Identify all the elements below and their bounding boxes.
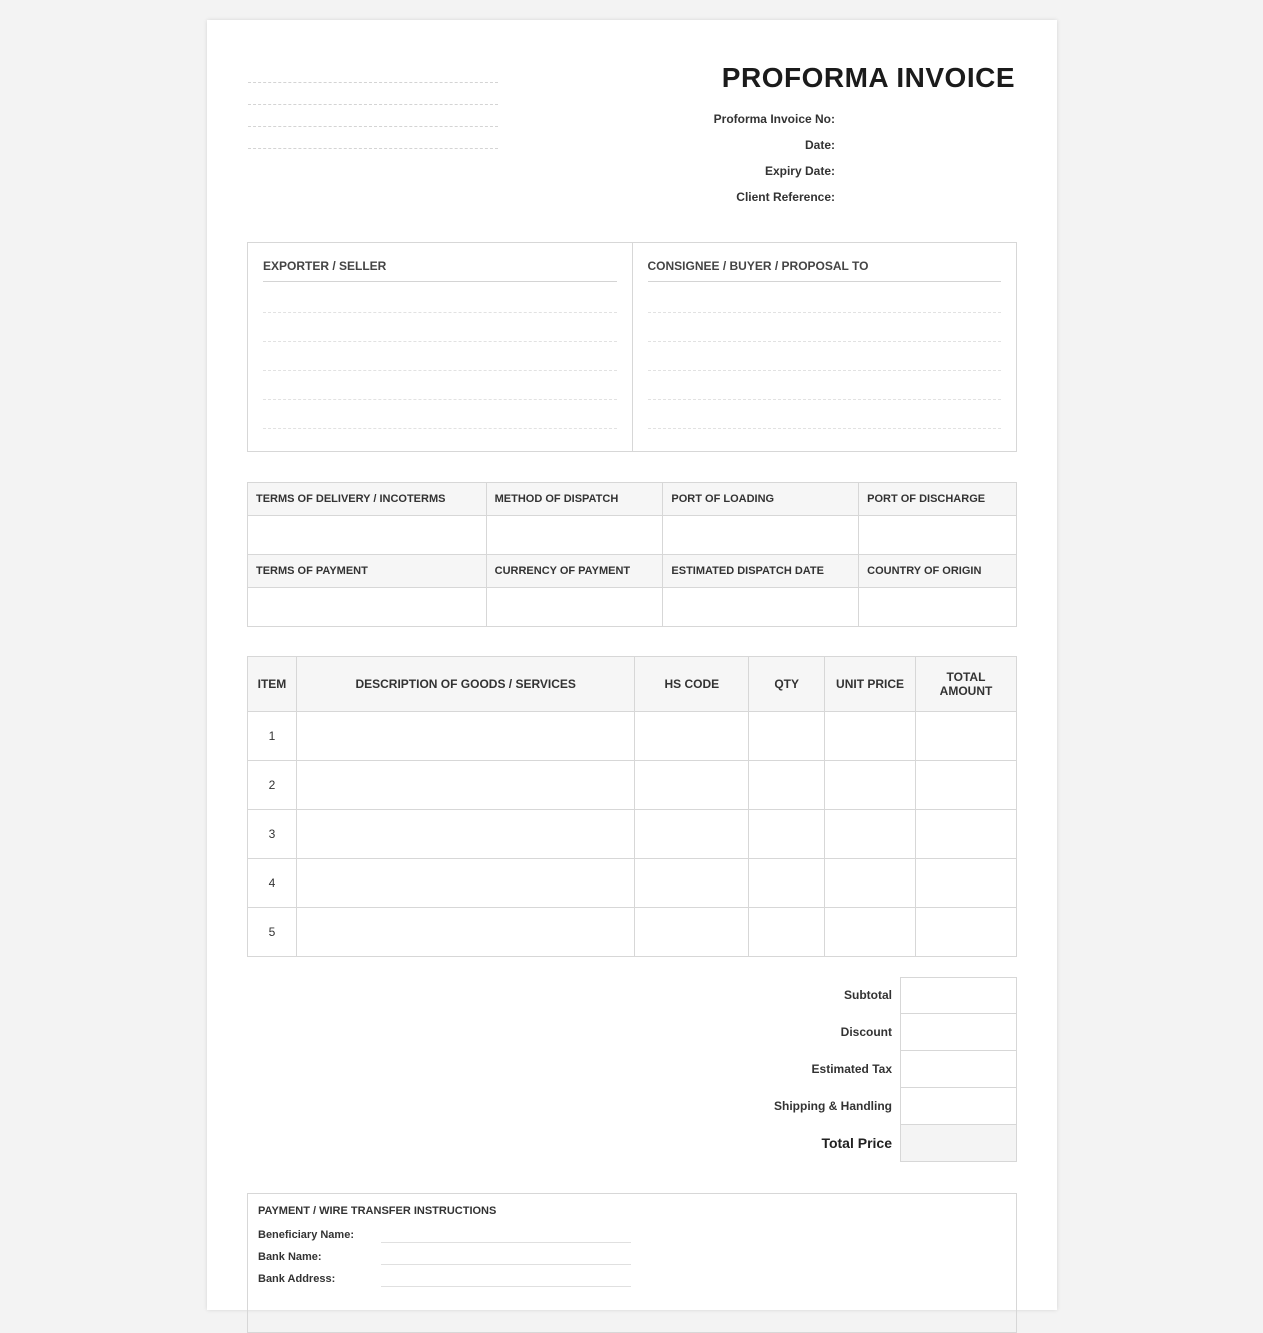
description-cell[interactable] [296, 810, 634, 859]
consignee-line[interactable] [648, 312, 1002, 313]
description-column-header: DESCRIPTION OF GOODS / SERVICES [296, 657, 634, 712]
exporter-box [248, 243, 632, 451]
port-of-loading-field[interactable] [663, 516, 859, 555]
consignee-line[interactable] [648, 341, 1002, 342]
company-line [248, 126, 498, 127]
item-number: 4 [248, 859, 297, 908]
totals-section [247, 977, 1017, 1162]
terms-of-payment-field[interactable] [248, 588, 487, 627]
beneficiary-name-label: Beneficiary Name: [258, 1229, 354, 1241]
currency-of-payment-label: CURRENCY OF PAYMENT [486, 555, 663, 588]
subtotal-field[interactable] [900, 977, 1017, 1014]
unit-price-cell[interactable] [825, 761, 916, 810]
tax-row [247, 1051, 1017, 1088]
expiry-date-label: Expiry Date: [764, 164, 835, 178]
subtotal-label: Subtotal [844, 988, 892, 1002]
port-of-loading-label: PORT OF LOADING [663, 483, 859, 516]
estimated-dispatch-date-label: ESTIMATED DISPATCH DATE [663, 555, 859, 588]
shipping-handling-field[interactable] [900, 1088, 1017, 1125]
unit-price-cell[interactable] [825, 712, 916, 761]
hs-code-cell[interactable] [635, 859, 749, 908]
table-row [248, 859, 1017, 908]
estimated-tax-label: Estimated Tax [811, 1062, 892, 1076]
shipping-row [247, 1088, 1017, 1125]
terms-of-delivery-field[interactable] [248, 516, 487, 555]
unit-price-cell[interactable] [825, 810, 916, 859]
qty-cell[interactable] [749, 712, 825, 761]
bank-address-label: Bank Address: [258, 1273, 336, 1285]
unit-price-cell[interactable] [825, 908, 916, 957]
total-amount-cell[interactable] [916, 810, 1017, 859]
shipping-terms-table [247, 482, 1017, 627]
table-row [248, 712, 1017, 761]
exporter-line[interactable] [263, 312, 617, 313]
exporter-line[interactable] [263, 341, 617, 342]
terms-of-payment-label: TERMS OF PAYMENT [248, 555, 487, 588]
consignee-box [632, 243, 1017, 451]
description-cell[interactable] [296, 859, 634, 908]
port-of-discharge-label: PORT OF DISCHARGE [859, 483, 1017, 516]
total-amount-cell[interactable] [916, 908, 1017, 957]
bank-address-field[interactable] [381, 1286, 631, 1287]
unit-price-cell[interactable] [825, 859, 916, 908]
qty-cell[interactable] [749, 761, 825, 810]
bank-name-label: Bank Name: [258, 1251, 322, 1263]
total-amount-column-header: TOTAL AMOUNT [916, 657, 1017, 712]
item-number: 1 [248, 712, 297, 761]
consignee-line[interactable] [648, 428, 1002, 429]
exporter-line[interactable] [263, 370, 617, 371]
discount-label: Discount [840, 1025, 892, 1039]
consignee-line[interactable] [648, 399, 1002, 400]
hs-code-column-header: HS CODE [635, 657, 749, 712]
discount-row [247, 1014, 1017, 1051]
bank-name-field[interactable] [381, 1264, 631, 1265]
method-of-dispatch-field[interactable] [486, 516, 663, 555]
hs-code-cell[interactable] [635, 761, 749, 810]
invoice-page [207, 20, 1057, 1310]
total-amount-cell[interactable] [916, 712, 1017, 761]
table-row [248, 810, 1017, 859]
total-price-label: Total Price [821, 1135, 892, 1151]
consignee-line[interactable] [648, 370, 1002, 371]
client-reference-label: Client Reference: [736, 190, 835, 204]
hs-code-cell[interactable] [635, 908, 749, 957]
qty-cell[interactable] [749, 908, 825, 957]
total-amount-cell[interactable] [916, 761, 1017, 810]
country-of-origin-label: COUNTRY OF ORIGIN [859, 555, 1017, 588]
total-price-row [247, 1125, 1017, 1162]
items-table [247, 656, 1017, 957]
item-number: 2 [248, 761, 297, 810]
exporter-line[interactable] [263, 428, 617, 429]
hs-code-cell[interactable] [635, 810, 749, 859]
company-line [248, 104, 498, 105]
hs-code-cell[interactable] [635, 712, 749, 761]
item-number: 5 [248, 908, 297, 957]
table-row [248, 908, 1017, 957]
country-of-origin-field[interactable] [859, 588, 1017, 627]
parties-section [247, 242, 1017, 452]
subtotal-row [247, 977, 1017, 1014]
beneficiary-name-field[interactable] [381, 1242, 631, 1243]
item-number: 3 [248, 810, 297, 859]
qty-column-header: QTY [749, 657, 825, 712]
currency-of-payment-field[interactable] [486, 588, 663, 627]
invoice-number-label: Proforma Invoice No: [713, 112, 835, 126]
company-line [248, 82, 498, 83]
total-amount-cell[interactable] [916, 859, 1017, 908]
total-price-field[interactable] [900, 1125, 1017, 1162]
exporter-line[interactable] [263, 399, 617, 400]
company-line [248, 148, 498, 149]
qty-cell[interactable] [749, 810, 825, 859]
terms-of-delivery-label: TERMS OF DELIVERY / INCOTERMS [248, 483, 487, 516]
description-cell[interactable] [296, 761, 634, 810]
exporter-heading: EXPORTER / SELLER [263, 259, 617, 282]
consignee-heading: CONSIGNEE / BUYER / PROPOSAL TO [648, 259, 1002, 282]
estimated-tax-field[interactable] [900, 1051, 1017, 1088]
payment-heading: PAYMENT / WIRE TRANSFER INSTRUCTIONS [258, 1205, 497, 1217]
item-column-header: ITEM [248, 657, 297, 712]
discount-field[interactable] [900, 1014, 1017, 1051]
date-label: Date: [804, 138, 835, 152]
invoice-title: PROFORMA INVOICE [721, 62, 1015, 93]
description-cell[interactable] [296, 908, 634, 957]
description-cell[interactable] [296, 712, 634, 761]
payment-instructions [247, 1193, 1017, 1333]
table-row [248, 761, 1017, 810]
port-of-discharge-field[interactable] [859, 516, 1017, 555]
shipping-handling-label: Shipping & Handling [774, 1099, 892, 1113]
estimated-dispatch-date-field[interactable] [663, 588, 859, 627]
unit-price-column-header: UNIT PRICE [825, 657, 916, 712]
method-of-dispatch-label: METHOD OF DISPATCH [486, 483, 663, 516]
qty-cell[interactable] [749, 859, 825, 908]
